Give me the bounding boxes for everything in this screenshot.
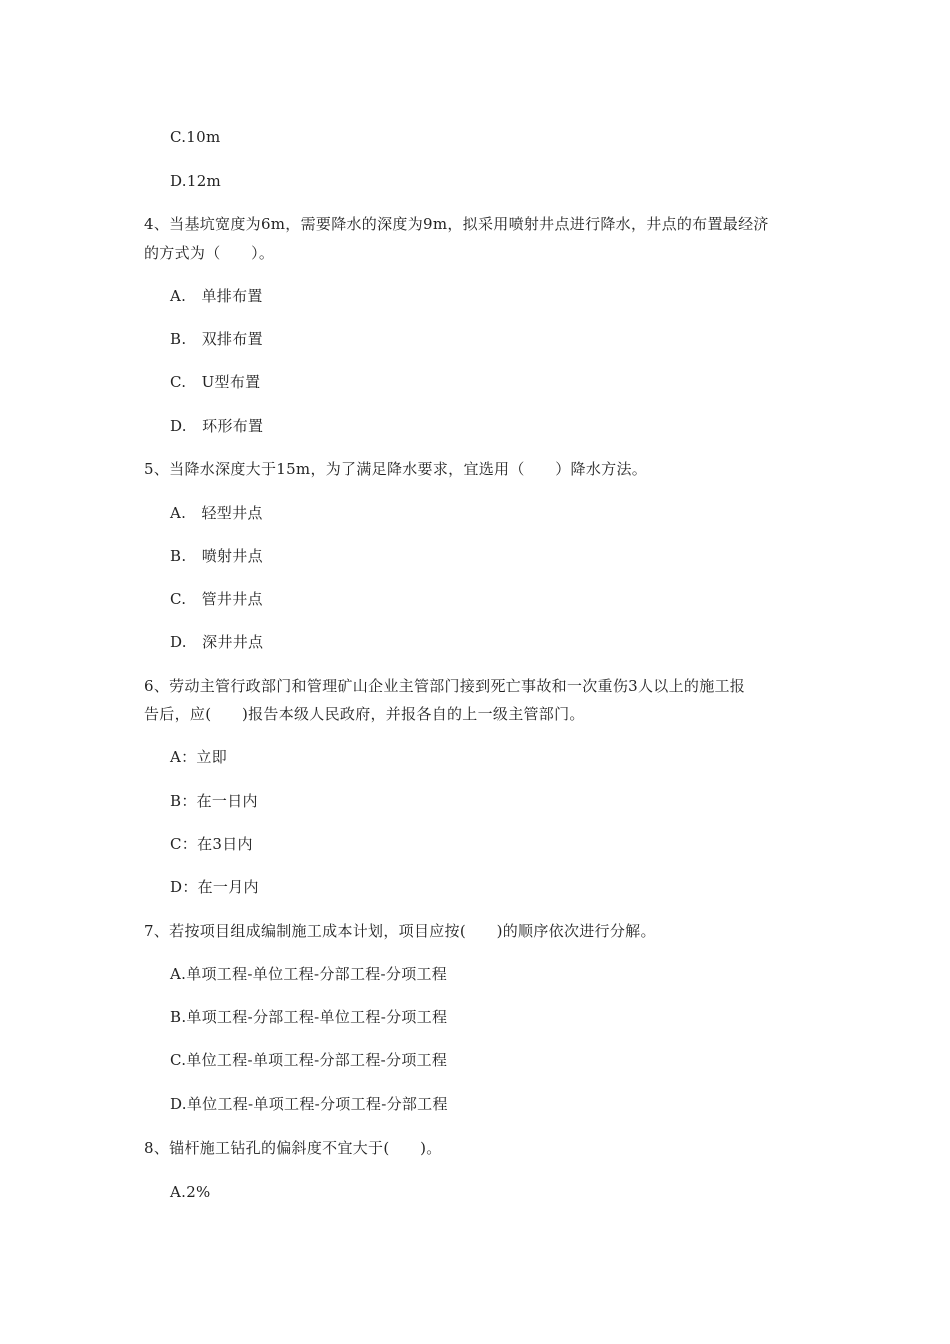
option-7d: D.单位工程-单项工程-分项工程-分部工程	[170, 1095, 448, 1113]
option-4d: D. 环形布置	[170, 417, 264, 435]
option-6b: B：在一日内	[170, 792, 258, 810]
option-3c: C.10m	[170, 128, 221, 146]
question-6-stem-line1: 6、劳动主管行政部门和管理矿山企业主管部门接到死亡事故和一次重伤3人以上的施工报	[144, 677, 746, 695]
option-5b: B. 喷射井点	[170, 547, 263, 565]
option-5d: D. 深井井点	[170, 633, 264, 651]
option-6a: A：立即	[170, 748, 228, 766]
question-8-stem-line1: 8、锚杆施工钻孔的偏斜度不宜大于( )。	[144, 1139, 442, 1157]
question-4-stem-line1: 4、当基坑宽度为6m，需要降水的深度为9m，拟采用喷射井点进行降水，井点的布置最经济	[144, 215, 769, 233]
question-4-stem-line2: 的方式为（ ）。	[144, 244, 275, 262]
question-7-stem-line1: 7、若按项目组成编制施工成本计划，项目应按( )的顺序依次进行分解。	[144, 922, 656, 940]
option-4a: A. 单排布置	[170, 287, 263, 305]
option-5a: A. 轻型井点	[170, 504, 263, 522]
question-5-stem-line1: 5、当降水深度大于15m，为了满足降水要求，宜选用（ ）降水方法。	[144, 460, 648, 478]
question-6-stem-line2: 告后，应( )报告本级人民政府，并报各自的上一级主管部门。	[144, 705, 585, 723]
option-5c: C. 管井井点	[170, 590, 263, 608]
option-6d: D：在一月内	[170, 878, 259, 896]
option-4c: C. U型布置	[170, 373, 261, 391]
option-6c: C：在3日内	[170, 835, 253, 853]
option-4b: B. 双排布置	[170, 330, 263, 348]
option-7c: C.单位工程-单项工程-分部工程-分项工程	[170, 1051, 448, 1069]
option-7a: A.单项工程-单位工程-分部工程-分项工程	[170, 965, 448, 983]
option-3d: D.12m	[170, 172, 222, 190]
option-8a: A.2%	[170, 1183, 211, 1201]
option-7b: B.单项工程-分部工程-单位工程-分项工程	[170, 1008, 448, 1026]
